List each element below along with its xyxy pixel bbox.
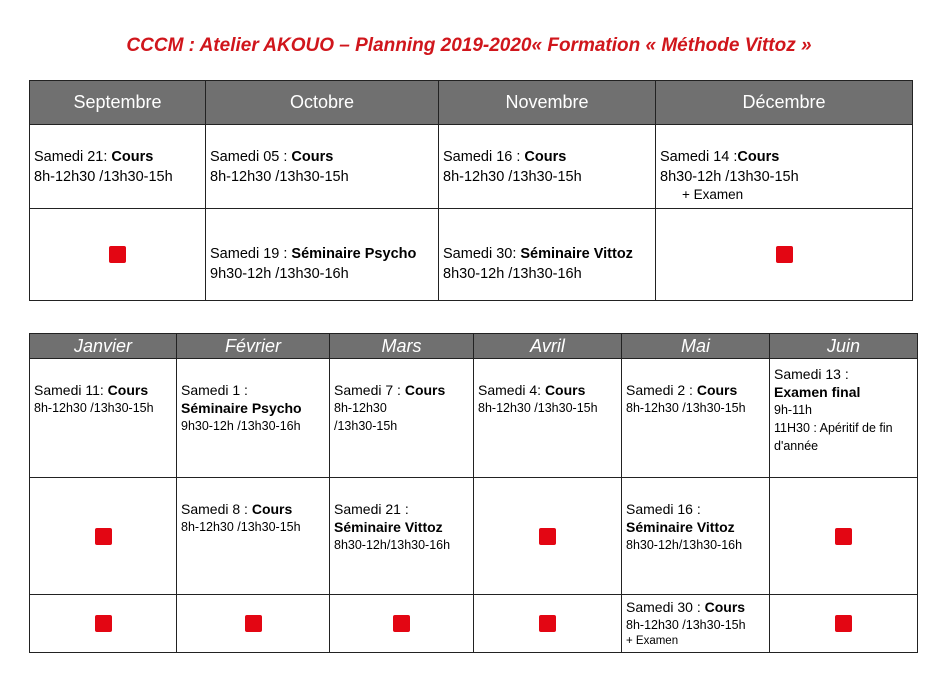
month-header-decembre: Décembre xyxy=(656,81,913,125)
session-hours: 8h-12h30 /13h30-15h xyxy=(210,169,349,185)
session-hours: 8h30-12h/13h30-16h xyxy=(334,538,451,552)
session-cell xyxy=(30,125,206,209)
session-type: Cours xyxy=(404,382,446,398)
month-header-juin: Juin xyxy=(770,334,918,359)
session-note: 11H30 : Apéritif de fin xyxy=(774,421,893,435)
red-square-marker xyxy=(245,615,262,632)
table-row xyxy=(30,595,918,653)
session-hours: 8h-12h30 xyxy=(334,401,387,415)
red-square-marker xyxy=(776,246,793,263)
session-type: Cours xyxy=(737,149,780,165)
session-extra: + Examen xyxy=(626,635,679,647)
session-hours: 8h-12h30 /13h30-15h xyxy=(626,618,746,632)
empty-cell xyxy=(330,595,474,653)
month-header-fevrier: Février xyxy=(177,334,330,359)
planning-table-spring xyxy=(29,333,918,653)
session-type: Cours xyxy=(291,149,334,165)
session-cell xyxy=(30,359,177,478)
session-hours: 9h30-12h /13h30-16h xyxy=(210,266,349,282)
session-type: Cours xyxy=(544,382,586,398)
table-row xyxy=(30,478,918,595)
red-square-marker xyxy=(393,615,410,632)
empty-cell xyxy=(770,595,918,653)
session-day: Samedi 21 : xyxy=(334,501,409,517)
session-type: Cours xyxy=(107,382,149,398)
session-cell xyxy=(770,359,918,478)
session-day: Samedi 11: xyxy=(34,382,104,398)
session-hours: /13h30-15h xyxy=(334,419,398,433)
session-hours: 8h-12h30 /13h30-15h xyxy=(443,169,582,185)
session-hours: 8h-12h30 /13h30-15h xyxy=(626,401,746,415)
session-hours: 9h30-12h /13h30-16h xyxy=(181,419,301,433)
session-type: Cours xyxy=(111,149,154,165)
empty-cell xyxy=(30,209,206,301)
month-header-septembre: Septembre xyxy=(30,81,206,125)
table-row xyxy=(30,209,913,301)
session-hours: 8h-12h30 /13h30-15h xyxy=(34,169,173,185)
session-cell xyxy=(330,478,474,595)
session-day: Samedi 30 : xyxy=(626,599,701,615)
session-type: Examen final xyxy=(774,384,861,400)
empty-cell xyxy=(177,595,330,653)
session-day: Samedi 16 : xyxy=(443,149,521,165)
month-header-mai: Mai xyxy=(622,334,770,359)
table-row xyxy=(30,125,913,209)
session-day: Samedi 7 : xyxy=(334,382,401,398)
session-hours: 8h30-12h/13h30-16h xyxy=(626,538,743,552)
session-type: Séminaire Vittoz xyxy=(334,519,443,535)
month-header-mars: Mars xyxy=(330,334,474,359)
red-square-marker xyxy=(835,615,852,632)
session-type: Cours xyxy=(524,149,567,165)
session-hours: 9h-11h xyxy=(774,403,812,417)
session-cell xyxy=(656,125,913,209)
session-type: Séminaire Vittoz xyxy=(520,246,633,262)
session-hours: 8h-12h30 /13h30-15h xyxy=(478,401,598,415)
session-hours: 8h-12h30 /13h30-15h xyxy=(34,401,154,415)
red-square-marker xyxy=(835,528,852,545)
header-row xyxy=(30,334,918,359)
empty-cell xyxy=(770,478,918,595)
session-day: Samedi 8 : xyxy=(181,501,248,517)
session-day: Samedi 30: xyxy=(443,246,517,262)
red-square-marker xyxy=(109,246,126,263)
header-row xyxy=(30,81,913,125)
session-hours: 8h30-12h /13h30-15h xyxy=(660,169,799,185)
session-day: Samedi 2 : xyxy=(626,382,693,398)
red-square-marker xyxy=(539,615,556,632)
session-cell xyxy=(206,209,439,301)
red-square-marker xyxy=(95,615,112,632)
session-hours: 8h-12h30 /13h30-15h xyxy=(181,520,301,534)
session-type: Cours xyxy=(251,501,293,517)
empty-cell xyxy=(474,478,622,595)
empty-cell xyxy=(30,595,177,653)
session-type: Séminaire Psycho xyxy=(291,246,417,262)
session-day: Samedi 1 : xyxy=(181,382,248,398)
empty-cell xyxy=(656,209,913,301)
session-cell xyxy=(474,359,622,478)
month-header-novembre: Novembre xyxy=(439,81,656,125)
session-cell xyxy=(622,359,770,478)
session-cell xyxy=(330,359,474,478)
month-header-janvier: Janvier xyxy=(30,334,177,359)
session-type: Cours xyxy=(696,382,738,398)
session-day: Samedi 19 : xyxy=(210,246,288,262)
session-day: Samedi 05 : xyxy=(210,149,288,165)
session-note: d'année xyxy=(774,439,819,453)
session-cell xyxy=(439,209,656,301)
session-day: Samedi 21: xyxy=(34,149,108,165)
session-hours: 8h30-12h /13h30-16h xyxy=(443,266,582,282)
planning-table-autumn xyxy=(29,80,913,301)
empty-cell xyxy=(474,595,622,653)
session-type: Cours xyxy=(704,599,746,615)
red-square-marker xyxy=(539,528,556,545)
month-header-avril: Avril xyxy=(474,334,622,359)
session-type: Séminaire Psycho xyxy=(181,400,302,416)
session-cell xyxy=(177,478,330,595)
session-day: Samedi 13 : xyxy=(774,366,849,382)
session-cell xyxy=(439,125,656,209)
session-day: Samedi 14 : xyxy=(660,149,738,165)
empty-cell xyxy=(30,478,177,595)
session-day: Samedi 4: xyxy=(478,382,542,398)
session-cell xyxy=(206,125,439,209)
session-cell xyxy=(177,359,330,478)
session-type: Séminaire Vittoz xyxy=(626,519,735,535)
month-header-octobre: Octobre xyxy=(206,81,439,125)
session-day: Samedi 16 : xyxy=(626,501,701,517)
page-title: CCCM : Atelier AKOUO – Planning 2019-2020« Formation « Méthode Vittoz » xyxy=(126,35,812,56)
table-row xyxy=(30,359,918,478)
session-cell xyxy=(622,595,770,653)
red-square-marker xyxy=(95,528,112,545)
session-cell xyxy=(622,478,770,595)
session-extra: + Examen xyxy=(682,187,744,202)
